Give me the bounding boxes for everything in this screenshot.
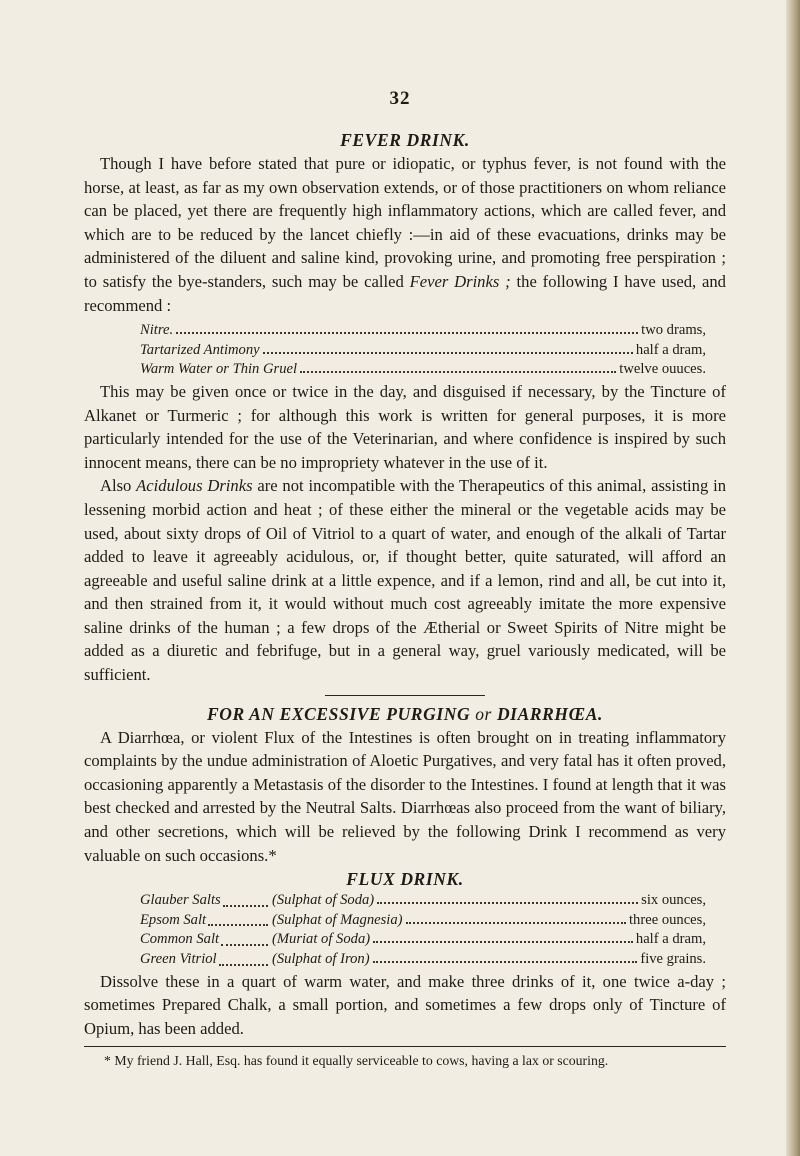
purging-heading-or: or (475, 703, 492, 724)
page-number: 32 (389, 88, 411, 109)
recipe-line (84, 341, 726, 361)
flux-dosage-paragraph: Dissolve these in a quart of warm water, and make three drinks of it, one twice a-day ; sometimes Prepared Chalk, a small portion, and sometimes a few drops only of Tincture of Opium, has been added. (84, 971, 726, 1038)
page-gutter-shadow (786, 0, 800, 1156)
recipe-ingredient: Tartarized Antimony (140, 341, 260, 358)
dot-leader (208, 911, 268, 927)
recipe-ingredient: Glauber Salts (140, 892, 221, 909)
acidulous-text-b: are not incompatible with the Therapeutics of this animal, assisting in lessening morbid action and heat ; of these either the mineral or the vegetable acids may be used, about sixty drops of Oil of Vitriol to a quart of water, and enough of the alkali of Tartar added to leave it agreeably acidulous, or, if thought better, quite saturated, will afford an agreeable and useful saline drink at a little expence, and if a lemon, rind and all, be cut into it, and then strained from it, it would without much cost agreeably imitate the more expensive saline drinks of the human ; a few drops of the Ætherial or Sweet Spirits of Nitre might be added as a diuretic and febrifuge, but in a general way, gruel variously medicated, will be sufficient. (84, 476, 726, 685)
acidulous-drinks-term: Acidulous Drinks (136, 476, 253, 496)
section-divider (325, 695, 485, 696)
acidulous-paragraph (84, 474, 726, 686)
purging-heading-b: DIARRHŒA. (496, 703, 603, 724)
fever-intro-paragraph (84, 152, 726, 317)
acidulous-text-a: Also (100, 476, 137, 496)
fever-dosage-paragraph: This may be given once or twice in the day, and disguised if necessary, by the Tincture of Alkanet or Turmeric ; for although this work is written for general purposes, it is more particularly intended for the use of the Veterinarian, and where confidence is inspired by such innocent means, there can be no impropriety whatever in the use of it. (84, 381, 726, 472)
fever-intro-text-b: the following I have used, and recommend : (84, 271, 726, 315)
recipe-ingredient: Nitre. (140, 322, 174, 339)
fever-drink-heading: FEVER DRINK. (340, 130, 470, 150)
fever-intro-text-a: Though I have before stated that pure or idiopatic, or typhus fever, is not found with the horse, at least, as far as my own observation extends, or of those practitioners on whom reliance can be placed, yet there are frequently high inflammatory actions, which are called fever, and which are to be reduced by the lancet chiefly :—in aid of these evacuations, drinks may be administered of the diluent and saline kind, provoking urine, and promoting free perspiration ; to satisfy the bye-standers, such may be called (84, 154, 726, 291)
purging-heading-a: FOR AN EXCESSIVE PURGING (207, 703, 471, 724)
flux-drink-heading: FLUX DRINK. (346, 869, 464, 890)
recipe-quantity: half a dram, (635, 931, 706, 948)
dot-leader (263, 352, 633, 354)
flux-recipe (84, 891, 726, 969)
footnote: * My friend J. Hall, Esq. has found it equally serviceable to cows, having a lax or scouring. (104, 1053, 609, 1069)
recipe-line (84, 891, 726, 911)
diarrhoea-paragraph: A Diarrhœa, or violent Flux of the Intestines is often brought on in treating inflammatory complaints by the undue administration of Aloetic Purgatives, and very fatal has it often proved, occasioning apparently a Metastasis of the disorder to the Intestines. I found at length that it was best checked and arrested by the Neutral Salts. Diarrhœas also proceed from the want of biliary, and other secretions, which will be relieved by the following Drink I recommend as very valuable on such occasions.* (84, 727, 726, 865)
dot-leader (223, 891, 268, 907)
dot-leader (406, 922, 626, 924)
fever-drinks-term: Fever Drinks ; (409, 271, 511, 291)
page-body (84, 128, 726, 1070)
recipe-line (84, 930, 726, 950)
recipe-line (84, 360, 726, 380)
recipe-chemical: (Sulphat of Iron) (272, 951, 370, 967)
dot-leader (373, 941, 633, 943)
fever-recipe (84, 321, 726, 380)
recipe-quantity: three ounces, (629, 911, 706, 928)
recipe-quantity: twelve ouuces. (619, 361, 706, 378)
recipe-ingredient: Green Vitriol (140, 951, 217, 967)
dot-leader (377, 902, 638, 904)
recipe-chemical: (Sulphat of Soda) (272, 892, 375, 909)
recipe-quantity: six ounces, (641, 892, 706, 909)
footnote-rule (84, 1046, 726, 1047)
recipe-ingredient: Epsom Salt (140, 911, 207, 928)
dot-leader (373, 961, 638, 963)
recipe-chemical: (Sulphat of Magnesia) (272, 911, 403, 928)
dot-leader (221, 930, 268, 946)
recipe-line (84, 950, 726, 970)
dot-leader (176, 332, 638, 334)
recipe-quantity: five grains. (640, 951, 706, 967)
dot-leader (219, 950, 268, 966)
purging-heading (84, 702, 726, 726)
dot-leader (300, 371, 616, 373)
recipe-ingredient: Warm Water or Thin Gruel (140, 361, 298, 378)
recipe-quantity: two drams, (641, 322, 706, 339)
recipe-chemical: (Muriat of Soda) (272, 931, 371, 948)
recipe-line (84, 911, 726, 931)
recipe-quantity: half a dram, (635, 341, 706, 358)
recipe-ingredient: Common Salt (140, 931, 220, 948)
recipe-line (84, 321, 726, 341)
